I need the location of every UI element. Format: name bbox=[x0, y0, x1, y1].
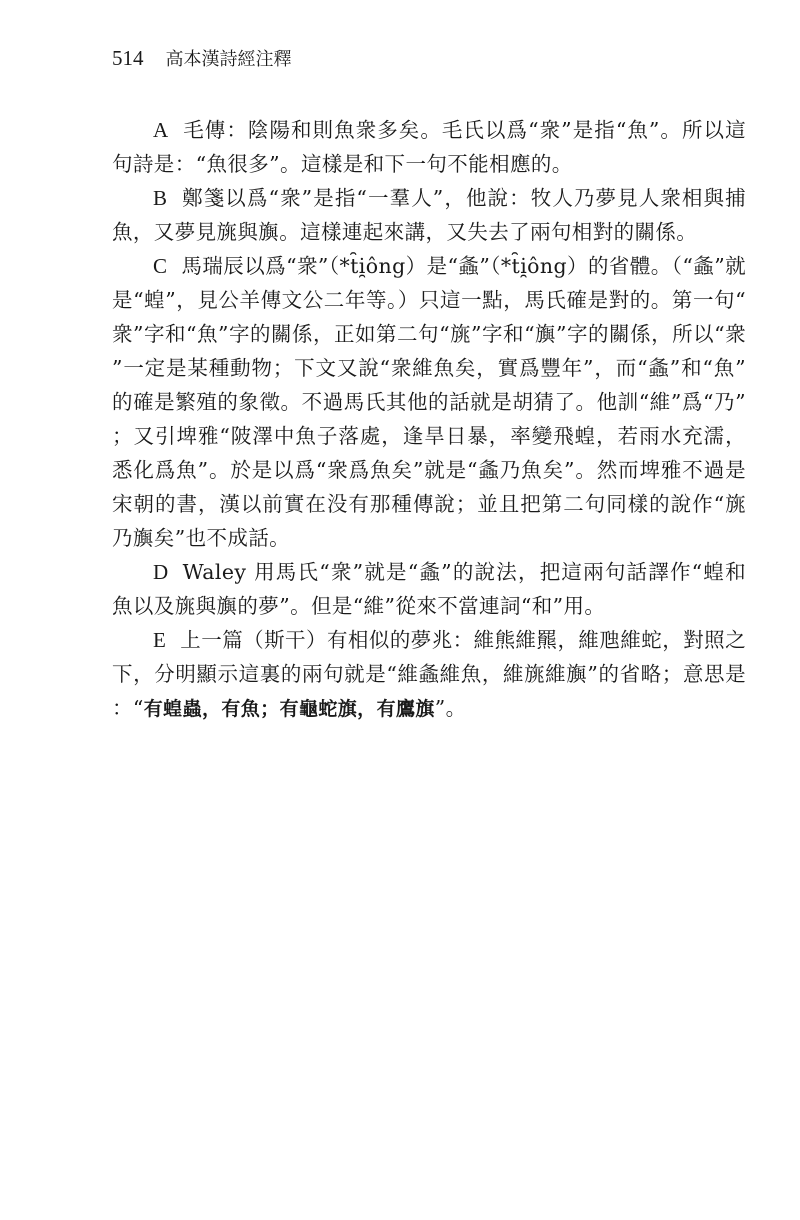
paragraph-label: A bbox=[153, 118, 169, 142]
paragraph-text: 鄭箋以爲“衆”是指“一羣人”，他說：牧人乃夢見人衆相與捕魚，又夢見旐與旟。這樣連起來講，又失去了兩句相對的關係。 bbox=[112, 186, 746, 244]
paragraph-text: 馬瑞辰以爲“衆”（*t̑i̯ông）是“螽”（*t̑i̯ông）的省體。（“螽”就是“蝗”，見公羊傳文公二年等。）只這一點，馬氏確是對的。第一句“衆”字和“魚”字的關係，正如第二句“旐”字和“旟”字的關係，所以“衆”一定是某種動物；下文又說“衆維魚矣，實爲豐年”，而“螽”和“魚”的確是繁殖的象徵。不過馬氏其他的話就是胡猜了。他訓“維”爲“乃”；又引埤雅“陂澤中魚子落處，逢旱日暴，率變飛蝗，若雨水充濡，悉化爲魚”。於是以爲“衆爲魚矣”就是“螽乃魚矣”。然而埤雅不過是宋朝的書，漢以前實在没有那種傳說；並且把第二句同樣的說作“旐乃旟矣”也不成話。 bbox=[112, 254, 746, 550]
paragraph-label: E bbox=[153, 628, 167, 652]
paragraph-label: B bbox=[153, 186, 168, 210]
running-header bbox=[112, 44, 292, 74]
paragraph-d bbox=[112, 555, 746, 623]
page-number: 514 bbox=[112, 46, 144, 70]
book-title: 高本漢詩經注釋 bbox=[165, 49, 292, 70]
paragraph-label: D bbox=[153, 560, 169, 584]
paragraph-text: 上一篇（斯干）有相似的夢兆：維熊維羆，維虺維蛇，對照之下，分明顯示這裏的兩句就是“維螽維魚，維旐維旟”的省略；意思是：“ bbox=[112, 628, 746, 720]
paragraph-text: Waley 用馬氏“衆”就是“螽”的說法，把這兩句話譯作“蝗和魚以及旐與旟的夢”。但是“維”從來不當連詞“和”用。 bbox=[112, 560, 746, 618]
paragraph-c bbox=[112, 249, 746, 555]
paragraph-a bbox=[112, 113, 746, 181]
paragraph-text: 毛傳：陰陽和則魚衆多矣。毛氏以爲“衆”是指“魚”。所以這句詩是：“魚很多”。這樣是和下一句不能相應的。 bbox=[112, 118, 746, 176]
paragraph-label: C bbox=[153, 254, 168, 278]
paragraph-e bbox=[112, 623, 746, 726]
paragraph-b bbox=[112, 181, 746, 249]
body-text bbox=[112, 113, 746, 726]
bold-translation: 有蝗蟲，有魚；有龜蛇旗，有鷹旗 bbox=[143, 698, 435, 720]
paragraph-tail: ”。 bbox=[434, 696, 467, 720]
